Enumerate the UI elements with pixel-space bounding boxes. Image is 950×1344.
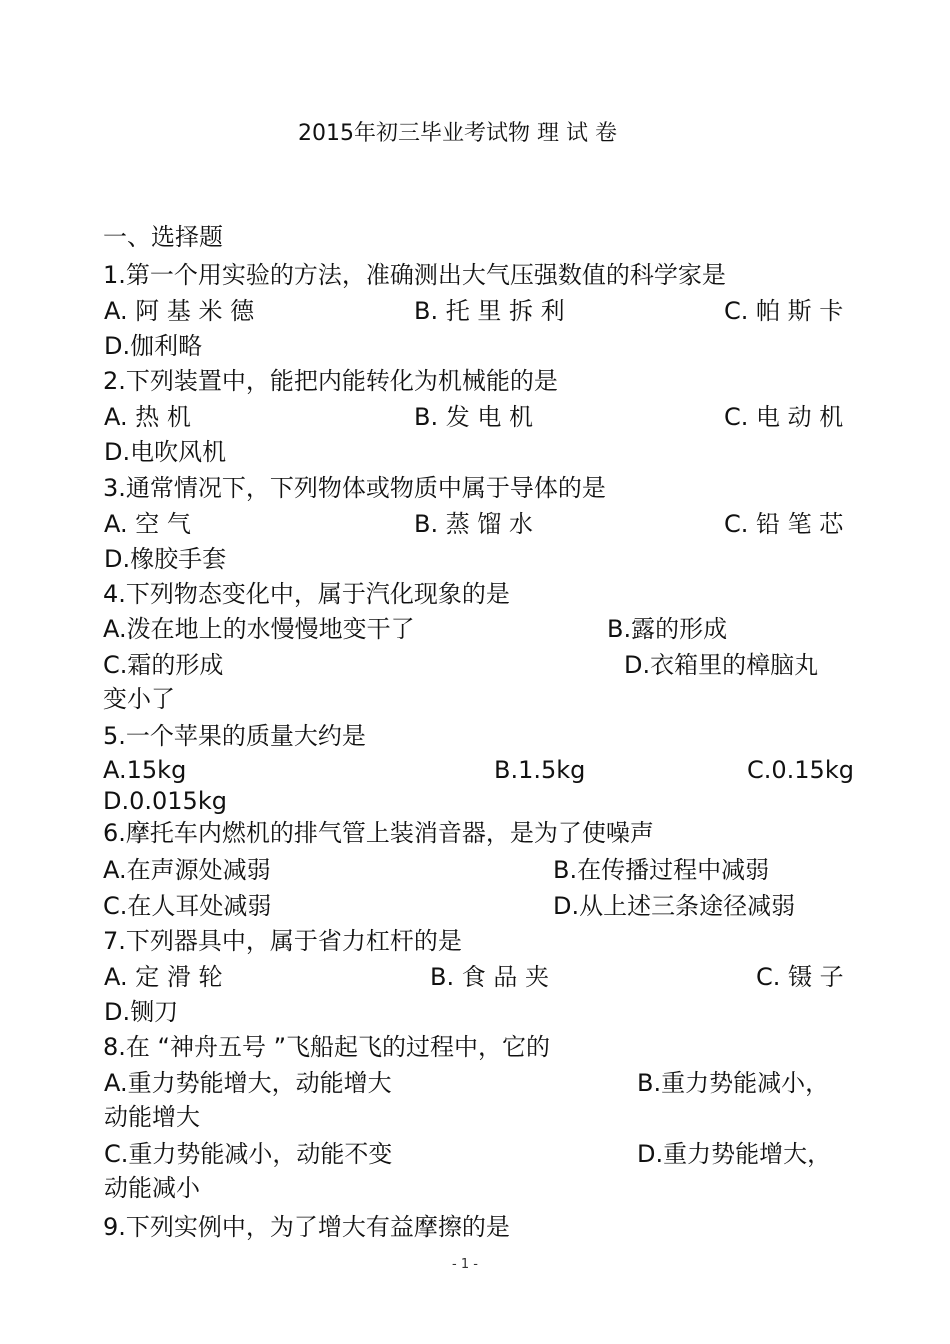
option: B.1.5kg (494, 756, 586, 784)
option: C. 帕 斯 卡 (724, 297, 844, 325)
option: A.在声源处减弱 (103, 856, 271, 884)
option: D.电吹风机 (104, 438, 227, 466)
page-number: - 1 - (452, 1257, 478, 1272)
option: A. 定 滑 轮 (104, 963, 223, 991)
question-stem: 4.下列物态变化中，属于汽化现象的是 (103, 580, 510, 608)
option: B. 蒸 馏 水 (414, 510, 533, 538)
option: 变小了 (103, 685, 175, 713)
option: A. 热 机 (104, 403, 191, 431)
option: D.从上述三条途径减弱 (553, 892, 796, 920)
option: A.泼在地上的水慢慢地变干了 (103, 615, 415, 643)
option: D.伽利略 (104, 332, 203, 360)
question-stem: 2.下列装置中，能把内能转化为机械能的是 (103, 367, 558, 395)
option: C.霜的形成 (103, 651, 224, 679)
option: A.重力势能增大，动能增大 (104, 1069, 392, 1097)
option: B.露的形成 (607, 615, 728, 643)
option: B. 食 品 夹 (430, 963, 549, 991)
option: B.在传播过程中减弱 (553, 856, 770, 884)
option: A. 空 气 (104, 510, 191, 538)
option: B.重力势能减小， (637, 1069, 830, 1097)
option: C. 电 动 机 (724, 403, 844, 431)
option: C. 铅 笔 芯 (724, 510, 844, 538)
option: C. 镊 子 (756, 963, 844, 991)
question-stem: 3.通常情况下，下列物体或物质中属于导体的是 (103, 474, 606, 502)
option: 动能增大 (104, 1103, 200, 1131)
section-heading: 一、选择题 (103, 223, 223, 251)
option: B. 托 里 拆 利 (414, 297, 565, 325)
option: C.0.15kg (747, 756, 854, 784)
option: D.橡胶手套 (104, 545, 227, 573)
question-stem: 7.下列器具中，属于省力杠杆的是 (103, 927, 462, 955)
option: A. 阿 基 米 德 (104, 297, 255, 325)
question-stem: 8.在 “神舟五号 ”飞船起飞的过程中，它的 (103, 1033, 551, 1061)
option: C.重力势能减小，动能不变 (104, 1140, 393, 1168)
option: D.重力势能增大， (637, 1140, 832, 1168)
exam-title: 2015年初三毕业考试物 理 试 卷 (298, 121, 617, 146)
option: D.铡刀 (104, 998, 179, 1026)
option: 动能减小 (104, 1174, 200, 1202)
question-stem: 6.摩托车内燃机的排气管上装消音器，是为了使噪声 (103, 819, 654, 847)
question-stem: 5.一个苹果的质量大约是 (103, 722, 366, 750)
option: A.15kg (103, 756, 187, 784)
option: B. 发 电 机 (414, 403, 533, 431)
option: D.衣箱里的樟脑丸 (624, 651, 819, 679)
question-stem: 9.下列实例中，为了增大有益摩擦的是 (103, 1213, 510, 1241)
question-stem: 1.第一个用实验的方法，准确测出大气压强数值的科学家是 (103, 261, 726, 289)
option: C.在人耳处减弱 (103, 892, 272, 920)
option: D.0.015kg (103, 787, 227, 815)
